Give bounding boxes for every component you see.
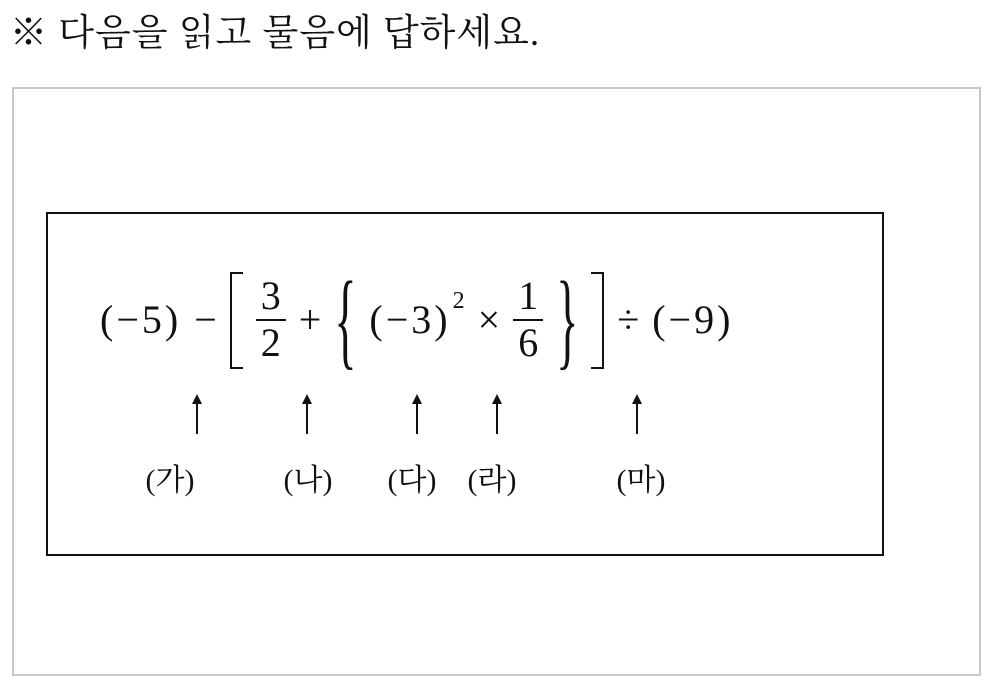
expression-box: [46, 212, 884, 556]
up-arrow-icon: [412, 394, 422, 434]
fraction-one-sixth: [513, 274, 543, 366]
arrow-label-ra: (라): [467, 464, 517, 497]
up-arrow-icon: [192, 394, 202, 434]
up-arrow-icon: [492, 394, 502, 434]
instruction-text: ※ 다음을 읽고 물음에 답하세요.: [10, 13, 541, 54]
fraction-denominator: 2: [260, 320, 281, 365]
squared-term: [369, 288, 465, 343]
fraction-denominator: 6: [518, 320, 539, 365]
up-arrow-icon: [302, 394, 312, 434]
exponent-two: 2: [452, 288, 465, 315]
addition-operator: +: [298, 297, 322, 342]
right-curly-brace-icon: }: [556, 258, 579, 379]
fraction-three-halves: [256, 274, 286, 366]
math-expression: [100, 258, 734, 379]
term-negative-nine: (−9): [652, 297, 734, 342]
arrow-label-ma: (마): [616, 464, 666, 497]
arrow-label-ga: (가): [145, 464, 195, 497]
left-curly-brace-icon: {: [334, 258, 357, 379]
division-operator: ÷: [617, 297, 640, 342]
right-square-bracket-icon: [591, 272, 604, 369]
left-square-bracket-icon: [230, 272, 243, 369]
term-negative-five: (−5): [100, 297, 182, 342]
fraction-numerator: 1: [518, 273, 539, 319]
multiplication-operator: ×: [477, 297, 501, 342]
subtraction-operator: −: [194, 297, 217, 342]
arrow-label-da: (다): [387, 464, 437, 497]
arrow-label-na: (나): [283, 464, 333, 497]
up-arrow-icon: [632, 394, 642, 434]
fraction-numerator: 3: [260, 273, 281, 319]
term-negative-three: (−3): [369, 297, 451, 342]
